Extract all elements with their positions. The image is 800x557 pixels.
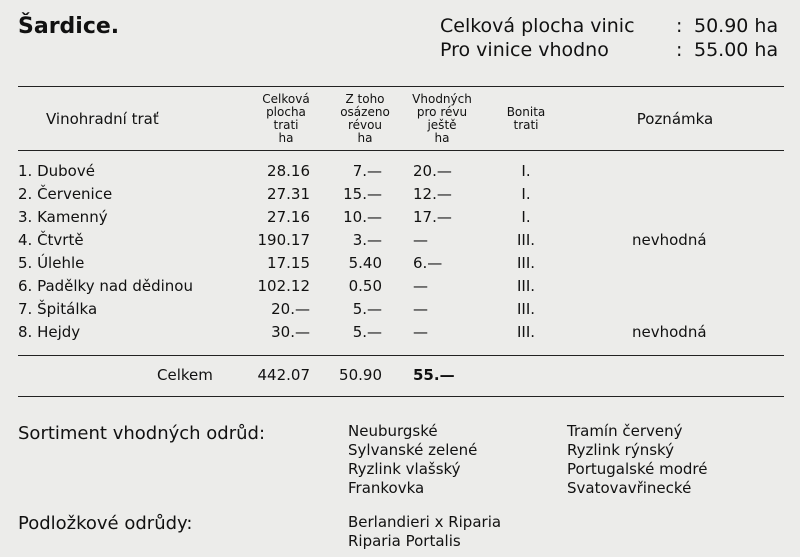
- row-vhodnych: —: [413, 231, 428, 249]
- row-name: 8. Hejdy: [18, 323, 81, 341]
- sortiment-label: Sortiment vhodných odrůd:: [18, 423, 266, 444]
- total-row: [0, 364, 800, 387]
- sortiment-col2: [567, 422, 707, 498]
- variety-item: Ryzlink rýnský: [567, 441, 675, 459]
- table-row: [0, 160, 800, 183]
- total-celkova: 442.07: [257, 366, 310, 384]
- row-bonita: III.: [516, 254, 536, 272]
- row-name: 7. Špitálka: [18, 300, 98, 318]
- variety-item: Tramín červený: [567, 422, 683, 440]
- variety-item: Sylvanské zelené: [348, 441, 478, 459]
- row-vhodnych: —: [413, 323, 428, 341]
- row-bonita: III.: [516, 231, 536, 249]
- row-bonita: III.: [516, 323, 536, 341]
- row-celkova: 27.31: [267, 185, 310, 203]
- row-osazeno: 5.—: [352, 323, 382, 341]
- header-bonita: Bonita trati: [506, 105, 546, 132]
- row-vhodnych: 17.—: [413, 208, 452, 226]
- table-row: [0, 183, 800, 206]
- summary-value: 50.90 ha: [694, 15, 779, 37]
- table-row: [0, 275, 800, 298]
- row-poznamka: nevhodná: [632, 323, 707, 341]
- row-name: 4. Čtvrtě: [18, 231, 84, 249]
- sortiment-col1: [348, 422, 477, 498]
- table-row: [0, 252, 800, 275]
- row-celkova: 30.—: [271, 323, 310, 341]
- table-row: [0, 321, 800, 344]
- row-poznamka: nevhodná: [632, 231, 707, 249]
- header-bottom-rule: [18, 150, 784, 151]
- header-celkova: Celková plocha trati ha: [262, 92, 310, 145]
- row-name: 2. Červenice: [18, 185, 113, 203]
- row-osazeno: 7.—: [352, 162, 382, 180]
- row-celkova: 190.17: [257, 231, 310, 249]
- row-vhodnych: 12.—: [413, 185, 452, 203]
- row-osazeno: 3.—: [352, 231, 382, 249]
- podnoze-label: Podložkové odrůdy:: [18, 513, 193, 534]
- row-name: 3. Kamenný: [18, 208, 108, 226]
- podnoze-list: [348, 513, 501, 551]
- row-osazeno: 5.—: [352, 300, 382, 318]
- rootstock-item: Riparia Portalis: [348, 532, 461, 550]
- variety-item: Portugalské modré: [567, 460, 708, 478]
- variety-item: Frankovka: [348, 479, 425, 497]
- header-poznamka: Poznámka: [636, 110, 714, 128]
- table-row: [0, 298, 800, 321]
- row-vhodnych: —: [413, 300, 428, 318]
- summary-colon: :: [676, 39, 683, 61]
- row-celkova: 20.—: [271, 300, 310, 318]
- header-vhodnych: Vhodných pro révu ještě ha: [412, 92, 472, 145]
- row-bonita: I.: [521, 162, 531, 180]
- row-bonita: III.: [516, 277, 536, 295]
- summary-label: Pro vinice vhodno: [440, 39, 609, 61]
- total-bottom-rule: [18, 396, 784, 397]
- row-bonita: I.: [521, 185, 531, 203]
- header-osazeno: Z toho osázeno révou ha: [340, 92, 390, 145]
- total-label: Celkem: [157, 366, 213, 384]
- variety-item: Neuburgské: [348, 422, 438, 440]
- page-title: Šardice.: [18, 14, 120, 39]
- row-vhodnych: 20.—: [413, 162, 452, 180]
- row-name: 6. Padělky nad dědinou: [18, 277, 193, 295]
- row-celkova: 102.12: [257, 277, 310, 295]
- total-top-rule: [18, 355, 784, 356]
- rootstock-item: Berlandieri x Riparia: [348, 513, 502, 531]
- row-vhodnych: 6.—: [413, 254, 443, 272]
- row-osazeno: 10.—: [343, 208, 382, 226]
- table-top-rule: [18, 86, 784, 87]
- variety-item: Svatovavřinecké: [567, 479, 692, 497]
- row-celkova: 28.16: [267, 162, 310, 180]
- summary-value: 55.00 ha: [694, 39, 779, 61]
- row-bonita: I.: [521, 208, 531, 226]
- row-osazeno: 0.50: [348, 277, 382, 295]
- row-bonita: III.: [516, 300, 536, 318]
- total-osazeno: 50.90: [339, 366, 382, 384]
- row-osazeno: 5.40: [348, 254, 382, 272]
- row-osazeno: 15.—: [343, 185, 382, 203]
- summary-total-area: [440, 14, 790, 38]
- summary-suitable-area: [440, 38, 790, 62]
- summary-colon: :: [676, 15, 683, 37]
- table-row: [0, 229, 800, 252]
- summary-label: Celková plocha vinic: [440, 15, 635, 37]
- row-name: 5. Úlehle: [18, 254, 85, 272]
- row-name: 1. Dubové: [18, 162, 95, 180]
- row-vhodnych: —: [413, 277, 428, 295]
- total-vhodnych: 55.—: [413, 366, 455, 384]
- row-celkova: 17.15: [267, 254, 310, 272]
- header-trat: Vinohradní trať: [46, 110, 159, 128]
- variety-item: Ryzlink vlašský: [348, 460, 461, 478]
- row-celkova: 27.16: [267, 208, 310, 226]
- table-row: [0, 206, 800, 229]
